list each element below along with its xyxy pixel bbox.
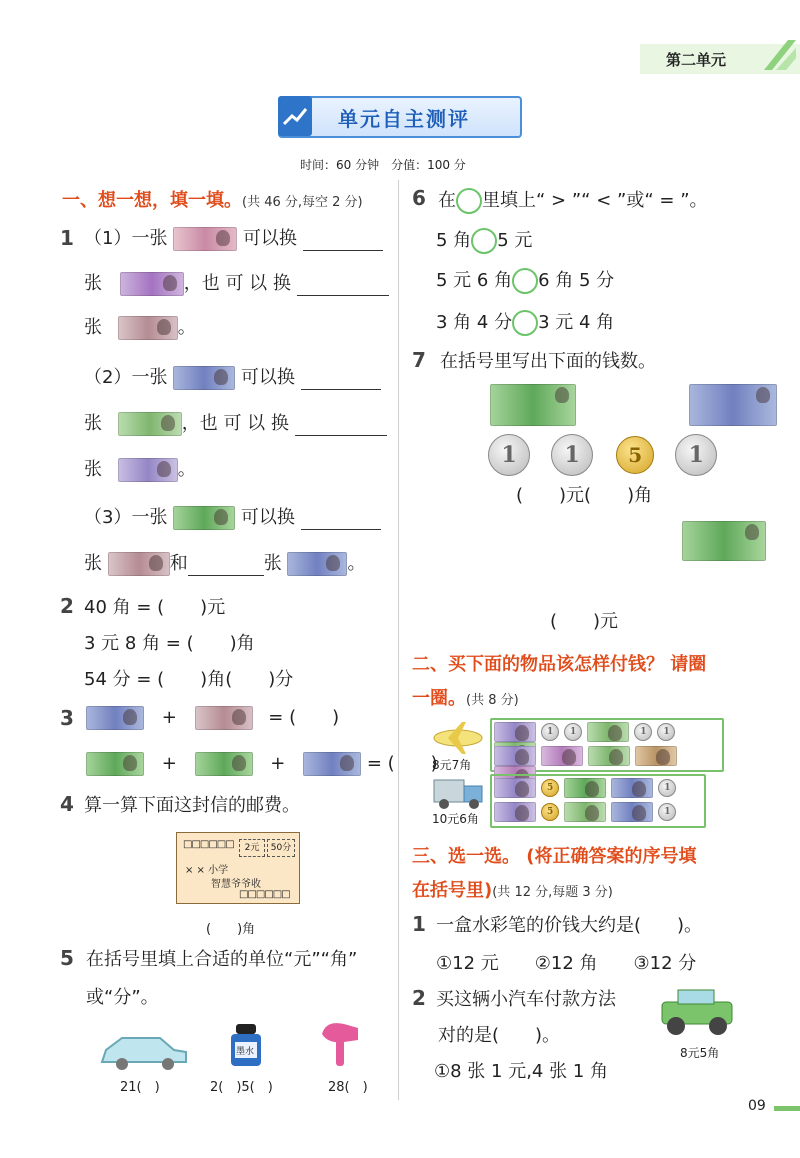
q1-number: 1 — [60, 226, 74, 250]
answer-blank[interactable] — [301, 389, 381, 390]
q7-number: 7 — [412, 348, 426, 372]
unit-label: 第二单元 — [666, 51, 727, 69]
banknote-20-yuan — [118, 316, 178, 340]
q6-right: 5 元 — [497, 230, 533, 251]
banknote-20-yuan — [108, 552, 170, 576]
truck-price: 10元6角 — [432, 812, 479, 826]
q1-text: （1）一张 — [84, 228, 168, 249]
banknote-5-yuan — [564, 778, 606, 798]
q1-text: 张 — [84, 273, 102, 294]
page-bar — [774, 1106, 800, 1111]
jeep-toy-icon — [656, 986, 738, 1038]
q1-text: （2）一张 — [84, 367, 168, 388]
truck-money-row1 — [494, 777, 704, 798]
q7-answer1: ( )元( )角 — [516, 485, 653, 506]
banknote-5-yuan — [494, 778, 536, 798]
section-2-heading: 一圈。 — [412, 688, 466, 709]
q3-2-option1[interactable]: ①8 张 1 元,4 张 1 角 — [434, 1061, 608, 1082]
compare-circle[interactable] — [512, 310, 538, 336]
tab-stripes-icon — [758, 36, 798, 72]
q3-1-number: 1 — [412, 912, 426, 936]
q3-eq1: = ( ) — [268, 707, 340, 728]
page-number: 09 — [748, 1098, 766, 1114]
banknote-10-yuan — [86, 706, 144, 730]
banknote-10-yuan — [303, 752, 361, 776]
exam-meta: 时间：60 分钟 分值：100 分 — [300, 158, 466, 172]
q6-left: 5 角 — [436, 230, 472, 251]
q1-part3-line2 — [84, 552, 365, 576]
q5-line2: 或“分”。 — [86, 987, 159, 1008]
section-2-title-line2 — [412, 684, 519, 710]
coin-1-yuan: 1 — [634, 723, 652, 741]
banknote-5-yuan — [494, 802, 536, 822]
section-3-score: (共 12 分,每题 3 分) — [492, 885, 613, 900]
plus-sign: + — [161, 707, 177, 728]
coin-1-yuan: 1 — [488, 434, 530, 476]
envelope-address: × × 小学 — [185, 865, 229, 876]
page-title: 单元自主测评 — [338, 107, 470, 131]
banknote-2-yuan — [587, 722, 629, 742]
q1-text: 。 — [347, 553, 366, 574]
q1-text: 张 — [84, 413, 102, 434]
q3-row1 — [86, 706, 339, 730]
q5-number: 5 — [60, 946, 74, 970]
coin-1-yuan: 1 — [675, 434, 717, 476]
hair-dryer-icon — [318, 1018, 362, 1070]
banknote-1-jiao — [635, 746, 677, 766]
q1-text: ，也 可 以 换 — [181, 413, 289, 434]
section-2-score: (共 8 分) — [466, 693, 519, 708]
banknote-10-yuan — [173, 366, 235, 390]
q1-text: ，也 可 以 换 — [183, 273, 291, 294]
q3-2-line2: 对的是( )。 — [438, 1025, 561, 1046]
coin-row — [488, 434, 717, 476]
q1-text: 张 — [263, 553, 282, 574]
q1-text: 。 — [177, 459, 196, 480]
q7-answer2: ( )元 — [550, 611, 619, 632]
q6-row3 — [436, 310, 614, 336]
banknote-50-yuan — [682, 521, 766, 561]
q1-text: 和 — [169, 553, 188, 574]
q6-row2 — [436, 268, 614, 294]
car-icon — [98, 1028, 190, 1072]
q1-part1-line3 — [84, 316, 196, 340]
q1-text: 张 — [84, 459, 102, 480]
coin-1-yuan: 1 — [657, 723, 675, 741]
stamp-2-yuan: 2元 — [239, 839, 265, 857]
q5-answer-car: 21( ) — [120, 1080, 160, 1095]
banknote-5-yuan — [494, 722, 536, 742]
coin-5-jiao: 5 — [616, 436, 654, 474]
q2-line1: 40 角 = ( )元 — [84, 597, 226, 618]
banknote-50-yuan — [490, 384, 576, 426]
answer-blank[interactable] — [301, 529, 381, 530]
banknote-1-yuan — [541, 746, 583, 766]
stamp-50-fen: 50分 — [267, 839, 295, 857]
banknote-2-yuan — [564, 802, 606, 822]
truck-toy-icon — [432, 772, 488, 812]
banknote-50-yuan — [195, 752, 253, 776]
postcode-boxes: □□□□□□ — [183, 839, 234, 850]
q6-left: 5 元 6 角 — [436, 270, 513, 291]
section-3-title-line2 — [412, 876, 613, 902]
sender-boxes: □□□□□□ — [239, 889, 290, 900]
answer-blank[interactable] — [295, 435, 387, 436]
banknote-5-yuan — [118, 458, 178, 482]
q1-part3-line1 — [84, 506, 381, 530]
q1-text: 可以换 — [240, 367, 295, 388]
banknote-50-yuan — [86, 752, 144, 776]
q2-number: 2 — [60, 594, 74, 618]
banknote-100-yuan — [173, 227, 237, 251]
banknote-2-yuan — [588, 746, 630, 766]
q6-row1 — [436, 228, 532, 254]
jeep-price: 8元5角 — [680, 1046, 720, 1060]
q6-number: 6 — [412, 186, 426, 210]
section-1-title — [62, 186, 363, 212]
q3-1-text: 一盒水彩笔的价钱大约是( )。 — [436, 915, 703, 936]
q1-part2-line3 — [84, 458, 196, 482]
coin-1-yuan: 1 — [658, 803, 676, 821]
banknote-50-yuan — [173, 506, 235, 530]
q6-left: 3 角 4 分 — [436, 312, 513, 333]
q3-row2 — [86, 752, 438, 776]
q3-number: 3 — [60, 706, 74, 730]
envelope-recipient: 智慧爷爷收 — [211, 879, 261, 890]
banknote-50-yuan — [120, 272, 184, 296]
q1-text: 可以换 — [242, 228, 297, 249]
banknote-2-yuan — [118, 412, 182, 436]
column-divider — [398, 180, 399, 1100]
section-3-heading: 在括号里) — [412, 880, 493, 901]
q3-2-number: 2 — [412, 986, 426, 1010]
chart-up-icon — [278, 96, 312, 136]
coin-5-jiao: 5 — [541, 803, 559, 821]
truck-money-row2 — [494, 801, 704, 822]
q2-line3: 54 分 = ( )角( )分 — [84, 669, 294, 690]
q1-part1-line1 — [84, 227, 383, 251]
unit-tab — [640, 44, 800, 74]
q1-text: 张 — [84, 553, 102, 574]
q4-number: 4 — [60, 792, 74, 816]
plus-sign: + — [161, 753, 177, 774]
section-2-title-line1: 二、买下面的物品该怎样付钱？ 请圈 — [412, 654, 707, 675]
coin-1-yuan: 1 — [564, 723, 582, 741]
section-3-title-line1: 三、选一选。 (将正确答案的序号填 — [412, 846, 697, 867]
q1-part2-line2 — [84, 412, 387, 436]
q6-right: 6 角 5 分 — [538, 270, 615, 291]
q1-text: （3）一张 — [84, 507, 168, 528]
title-banner — [278, 96, 522, 138]
q3-eq2: = ( ) — [366, 753, 438, 774]
q1-text: 可以换 — [240, 507, 295, 528]
banknote-5-yuan — [494, 746, 536, 766]
q1-text: 。 — [177, 317, 196, 338]
q6-text-part: 里填上“ > ”“ < ”或“ = ”。 — [482, 190, 708, 211]
answer-blank[interactable] — [188, 575, 264, 576]
banknote-10-yuan — [689, 384, 777, 426]
plus-sign: + — [270, 753, 286, 774]
q3-2-line1: 买这辆小汽车付款方法 — [436, 989, 616, 1010]
q6-right: 3 元 4 角 — [538, 312, 615, 333]
q5-answer-ink: 2( )5( ) — [210, 1080, 273, 1095]
compare-circle — [456, 188, 482, 214]
coin-1-yuan: 1 — [658, 779, 676, 797]
q1-part2-line1 — [84, 366, 381, 390]
plane-toy-icon — [430, 720, 486, 754]
q1-part1-line2 — [84, 272, 389, 296]
banknote-10-yuan — [287, 552, 347, 576]
envelope — [176, 832, 300, 904]
coin-1-yuan: 1 — [551, 434, 593, 476]
banknote-20-yuan — [195, 706, 253, 730]
q3-1-options[interactable]: ①12 元 ②12 角 ③12 分 — [436, 953, 697, 974]
q7-text: 在括号里写出下面的钱数。 — [440, 351, 656, 372]
q1-text: 张 — [84, 317, 102, 338]
banknote-10-yuan — [611, 778, 653, 798]
plane-price: 8元7角 — [432, 758, 472, 772]
q6-text-part: 在 — [438, 190, 456, 211]
answer-blank[interactable] — [303, 250, 383, 251]
q6-text — [438, 188, 708, 214]
q4-text: 算一算下面这封信的邮费。 — [84, 795, 300, 816]
banknote-10-yuan — [611, 802, 653, 822]
compare-circle[interactable] — [471, 228, 497, 254]
q5-line1: 在括号里填上合适的单位“元”“角” — [86, 949, 358, 970]
q2-line2: 3 元 8 角 = ( )角 — [84, 633, 255, 654]
coin-1-yuan: 1 — [541, 723, 559, 741]
ink-label: 墨水 — [236, 1047, 255, 1057]
section-1-heading: 一、想一想，填一填。 — [62, 190, 242, 211]
answer-blank[interactable] — [297, 295, 389, 296]
section-1-score: (共 46 分,每空 2 分) — [242, 195, 363, 210]
coin-5-jiao: 5 — [541, 779, 559, 797]
compare-circle[interactable] — [512, 268, 538, 294]
q4-answer: ( )角 — [206, 922, 256, 937]
q5-answer-dryer: 28( ) — [328, 1080, 368, 1095]
